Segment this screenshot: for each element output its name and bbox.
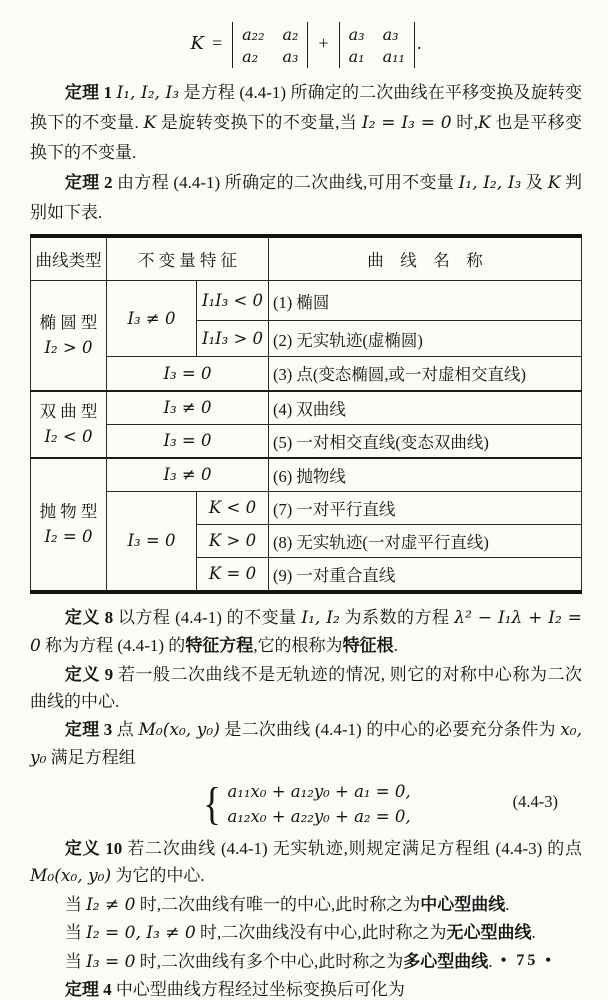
table-header-row	[31, 236, 582, 281]
semi-invariant-formula	[30, 22, 582, 68]
type-label: 椭 圆 型	[39, 313, 98, 333]
left-brace: {	[203, 777, 222, 829]
paragraph-case-multicentral: 当 I₃ = 0 时,二次曲线有多个中心,此时称之为多心型曲线.	[64, 951, 493, 972]
determinant-2	[339, 22, 415, 68]
paragraph-definition-8: 定义 8 以方程 (4.4-1) 的不变量 I₁, I₂ 为系数的方程 λ² − I₁λ + I₂ = 0 称为方程 (4.4-1) 的特征方程,它的根称为特征根.	[30, 607, 582, 656]
equation-lines	[227, 779, 410, 829]
table-row	[31, 281, 582, 321]
det2-entry: a₁	[348, 47, 365, 66]
cell-curve-name: (9) 一对重合直线	[269, 557, 582, 592]
paragraph-case-noncentral: 当 I₂ = 0, I₃ ≠ 0 时,二次曲线没有中心,此时称之为无心型曲线.	[64, 923, 536, 943]
paragraph-theorem-1: 定理 1 I₁, I₂, I₃ 是方程 (4.4-1) 所确定的二次曲线在平移变换及旋转变换下的不变量. K 是旋转变换下的不变量,当 I₂ = I₃ = 0 时,K 也是平移变换下的不变量.	[30, 83, 583, 162]
cell-curve-name: (8) 无实轨迹(一对虚平行直线)	[269, 524, 582, 557]
cell-parabolic-type	[31, 458, 107, 592]
det2-entry: a₃	[382, 25, 399, 44]
equation-label: (4.4-3)	[512, 791, 558, 811]
cell-hyperbolic-type	[31, 391, 107, 458]
table-row	[31, 357, 582, 391]
paragraph-definition-9: 定义 9 若一般二次曲线不是无轨迹的情况, 则它的对称中心称为二次曲线的中心.	[30, 664, 583, 711]
det1-entry: a₃	[282, 47, 299, 66]
cell-curve-name: (1) 椭圆	[269, 281, 582, 321]
cell-condition: K < 0	[197, 491, 269, 524]
formula-lhs: K	[190, 33, 204, 55]
cell-condition: I₃ ≠ 0	[107, 458, 269, 492]
paragraph-theorem-2: 定理 2 由方程 (4.4-1) 所确定的二次曲线,可用不变量 I₁, I₂, I₃ 及 K 判别如下表.	[30, 173, 582, 222]
equation-line-2: a₁₂x₀ + a₂₂y₀ + a₂ = 0,	[227, 806, 411, 826]
cell-condition: I₁I₃ > 0	[197, 321, 269, 357]
equation-line-1: a₁₁x₀ + a₁₂y₀ + a₁ = 0,	[227, 781, 411, 801]
center-equation-system	[30, 776, 582, 832]
paragraph-theorem-3: 定理 3 点 M₀(x₀, y₀) 是二次曲线 (4.4-1) 的中心的必要充分条件为 x₀, y₀ 满足方程组	[30, 719, 583, 768]
paragraph-case-central: 当 I₂ ≠ 0 时,二次曲线有唯一的中心,此时称之为中心型曲线.	[64, 894, 510, 915]
cell-condition: K = 0	[197, 557, 269, 592]
cell-condition: I₁I₃ < 0	[197, 281, 269, 321]
header-curve-type: 曲线类型	[31, 236, 107, 281]
cell-curve-name: (2) 无实轨迹(虚椭圆)	[269, 321, 582, 357]
lower-text-block	[30, 604, 582, 1000]
cell-curve-name: (6) 抛物线	[269, 458, 582, 492]
classification-table	[30, 234, 582, 594]
table-row	[31, 424, 582, 458]
equals-sign: =	[211, 33, 223, 54]
type-condition: I₂ = 0	[44, 527, 93, 546]
det1-entry: a₂	[242, 47, 259, 66]
det2-entry: a₃	[348, 25, 365, 44]
header-invariant-feature: 不 变 量 特 征	[107, 236, 269, 281]
det1-entry: a₂₂	[242, 25, 265, 44]
cell-curve-name: (5) 一对相交直线(变态双曲线)	[269, 424, 582, 458]
determinant-1	[232, 22, 308, 68]
cell-curve-name: (7) 一对平行直线	[269, 491, 582, 524]
cell-condition: I₃ = 0	[107, 424, 269, 458]
cell-condition: K > 0	[197, 524, 269, 557]
det2-entry: a₁₁	[382, 47, 405, 66]
type-condition: I₂ > 0	[44, 338, 93, 358]
type-condition: I₂ < 0	[44, 427, 93, 446]
cell-condition: I₃ ≠ 0	[107, 281, 197, 357]
cell-elliptic-type	[31, 281, 107, 391]
type-label: 双 曲 型	[39, 402, 98, 421]
formula-period: .	[416, 33, 422, 54]
plus-sign: +	[318, 33, 329, 54]
table-row	[31, 491, 582, 524]
table-row	[31, 391, 582, 425]
cell-curve-name: (4) 双曲线	[269, 391, 582, 425]
paragraph-theorem-4: 定理 4 中心型曲线方程经过坐标变换后可化为	[64, 980, 405, 999]
page-number: • 75 •	[500, 952, 554, 969]
type-label: 抛 物 型	[39, 502, 98, 521]
cell-condition: I₃ ≠ 0	[107, 391, 269, 425]
table-row	[31, 458, 582, 492]
cell-condition: I₃ = 0	[107, 491, 197, 592]
paragraph-definition-10: 定义 10 若二次曲线 (4.4-1) 无实轨迹,则规定满足方程组 (4.4-3) 的点 M₀(x₀, y₀) 为它的中心.	[30, 838, 583, 886]
header-curve-name: 曲 线 名 称	[269, 236, 582, 281]
det1-entry: a₂	[282, 25, 299, 44]
cell-curve-name: (3) 点(变态椭圆,或一对虚相交直线)	[269, 357, 582, 391]
cell-condition: I₃ = 0	[107, 357, 269, 391]
